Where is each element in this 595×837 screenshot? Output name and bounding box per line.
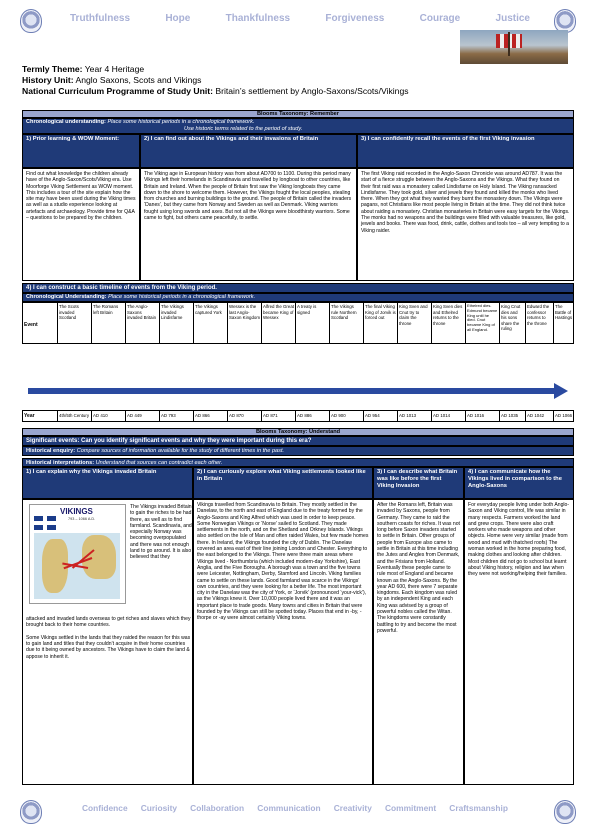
s2-col2-body: Vikings travelled from Scandinavia to Britain. They mostly settled in the Danelaw, to the north and east of England due to the treaty formed by the Anglo-Saxons and King Alfred which was used in order to keep peace. Some Norwegian Vikings or ‘Norse’ sailed to Scotland. They made settlements in the north, and on the Shetland and Orkney Islands. Vikings also settled on the Isle of Man and often raided Wales, but few made homes there. In Ireland, the Vikings founded the city of Dublin. The Danelaw covered an area east of their line joining London and Chester. Everything to the east belonged to the Vikings. There were three main areas where Vikings lived - Northumbria (which included modern-day Yorkshire), East Anglia, and the Five Boroughs. A borough was a town and the five towns were Leicester, Nottingham, Derby, Stamford and Lincoln. Viking families came to settle on these lands. Good farmland was scarce in the Vikings’ own countries, and they were looking for a better life. The most important city in the Danelaw was the city of York, or ‘Jorvik’ (pronounced ‘your-vick’), as the Vikings knew it. Over 10,000 people lived there and it was an important place to trade goods. Many towns and cities in Britain that were founded by the Vikings can still be spotted today. Places that end in -by, -thorpe or -ay were almost certainly Viking towns. xyxy=(193,499,373,785)
year-row-label: Year xyxy=(24,413,35,419)
s1-col3-header: 3) I can confidently recall the events of the first Viking invasion xyxy=(357,134,574,168)
value-label: Curiosity xyxy=(140,803,178,813)
timeline-event: The final Viking King of Jorvik is forced out xyxy=(363,303,397,344)
timeline-arrow-head-icon xyxy=(554,383,568,399)
timeline-event: The Vikings captured York xyxy=(193,303,227,344)
s1-col3-body: The first Viking raid recorded in the Anglo-Saxon Chronicle was around AD787. It was the start of a fierce struggle between the Anglo-Saxons and the Vikings. What they found on their first raid was a monastery called Lindisfarne on Holy Island. The Viking ransacked Lindisfarne. They took gold, silver and jewels they found and killed the monks who lived there. When they got what they wanted they burnt the monastery down. The Vikings were pagans, not Christians like most people living in Britain at the time. They did not think twice about raiding a monastery. Christian monasteries in Britain were easy targets for the Vikings. The monks had no weapons and the buildings were filled with valuable treasures, like gold, jewels and books. There was food, drink, cattle, clothes and tools too – all very tempting to a Viking raider. xyxy=(357,168,574,281)
timeline-year: AD 410 xyxy=(91,411,125,421)
timeline-year: AD 1014 xyxy=(431,411,465,421)
value-label: Communication xyxy=(257,803,321,813)
timeline-event: Alfred the Great became King of Wessex xyxy=(261,303,295,344)
value-label: Truthfulness xyxy=(70,13,131,24)
timeline-year: AD 449 xyxy=(125,411,159,421)
s2-col2-header: 2) I can curiously explore what Viking settlements looked like in Britain xyxy=(193,467,373,499)
timeline-title-bar: 4) I can construct a basic timeline of events from the Viking period. xyxy=(22,283,574,293)
value-label: Forgiveness xyxy=(325,13,385,24)
timeline-events-row xyxy=(22,302,574,344)
national-curriculum: National Curriculum Programme of Study Unit: Britain’s settlement by Anglo-Saxons/Scots/Vikings xyxy=(22,86,409,96)
history-unit: History Unit: Anglo Saxons, Scots and Vikings xyxy=(22,75,202,85)
timeline-event: The Romans left Britain xyxy=(91,303,125,344)
value-label: Collaboration xyxy=(190,803,245,813)
timeline-year: AD 1066 xyxy=(553,411,574,421)
s2-col4-header: 4) I can communicate how the Vikings lived in comparison to the Anglo-Saxons xyxy=(464,467,574,499)
viking-invasion-map-image xyxy=(29,504,126,604)
school-crest-icon xyxy=(554,800,576,824)
timeline-year: AD 1035 xyxy=(499,411,525,421)
timeline-year: AD 1016 xyxy=(465,411,499,421)
timeline-event: The Vikings invaded Lindisfarne xyxy=(159,303,193,344)
timeline-year: AD 900 xyxy=(329,411,363,421)
footer-values xyxy=(82,803,508,813)
col1-body-text: attacked and invaded lands overseas to get riches and slaves which they brought back to their home countries. Some Vikings settled in the lands that they raided the reason for this was to gain land and titles that they couldn’t acquire in their home countries due to it being owned by ancestors. The Vikings have to claim the land & appose to inherit it. xyxy=(26,616,191,660)
col1-side-text: The Vikings invaded Britain to gain the riches to be had there, as well as to find farmland. Scandinavia, and especially Norway was becoming overpopulated and there was not enough land to go around. It is also believed that they xyxy=(130,504,192,561)
value-label: Hope xyxy=(165,13,191,24)
timeline-event: The Scots invaded Scotland xyxy=(57,303,91,344)
norway-flag-icon xyxy=(34,516,56,530)
timeline-year: AD 866 xyxy=(193,411,227,421)
viking-longship-image xyxy=(460,30,568,64)
map-title: VIKINGS xyxy=(60,507,93,516)
blooms-understand-bar: Blooms Taxonomy: Understand xyxy=(22,428,574,436)
school-crest-icon xyxy=(20,800,42,824)
blooms-remember-bar: Blooms Taxonomy: Remember xyxy=(22,110,574,118)
value-label: Creativity xyxy=(333,803,372,813)
timeline-years-row xyxy=(22,410,574,422)
s2-col4-body: For everyday people living under both Anglo-Saxon and Viking control, life was similar in many respects. Farmers worked the land and grew crops. There were also craft workers who made weapons and other objects. Home were very similar (made from wood and mud with thatched roofs) The woman worked in the home preparing food, making clothes and looking after children. Most children did not go to school but learnt about Viking history, religion and law when they were not working/helping their families. xyxy=(464,499,574,785)
termly-theme: Termly Theme: Year 4 Heritage xyxy=(22,64,145,74)
timeline-year: 4th/5th Century xyxy=(57,411,91,421)
timeline-event: The Battle of Hastings xyxy=(553,303,574,344)
value-label: Craftsmanship xyxy=(449,803,508,813)
s1-col1-body: Find out what knowledge the children already have of the Anglo-Saxon/Scots/Viking era. Use Moorforge Viking Settlement as WOW moment. This includes a tour of the site explain how the site may have been used during the Viking times as well as a studio experience looking at artefacts and archaeology. Provide time for Q&A – questions to be prepared by the children. xyxy=(22,168,140,281)
value-label: Thankfulness xyxy=(225,13,291,24)
s2-col1-header: 1) I can explain why the Vikings invaded Britain xyxy=(22,467,193,499)
s1-col1-header: 1) Prior learning & WOW Moment: xyxy=(22,134,140,168)
s2-col3-body: After the Romans left, Britain was invaded by Saxons, people from Germany. They came to raid the southern coasts for riches. It was not long before Saxon invaders started to settle in Britain. Other groups of people from Europe also came to settle in Britain at this time including the Jutes and Angles from Denmark, and the Frisians from Holland. Eventually these people came to rule most of England and became known as the Anglo-Saxons. By the year AD 600, there were 7 separate kingdoms. Each kingdom was ruled by an independent King and each King was advised by a group of powerful nobles called the Witan. The kingdoms were constantly battling to try and become the most powerful. xyxy=(373,499,464,785)
timeline-event: Ethelred dies. Edmund became King until he died. Cnut became King of all England. xyxy=(465,303,499,344)
timeline-event: King Cnut dies and his sons share the ruling xyxy=(499,303,525,344)
value-label: Courage xyxy=(419,13,461,24)
value-label: Justice xyxy=(495,13,530,24)
timeline-event: The Anglo-Saxons invaded Britain xyxy=(125,303,159,344)
map-dates: 793 – 1066 A.D. xyxy=(68,517,96,521)
timeline-event: Wessex is the last Anglo-Saxon Kingdom xyxy=(227,303,261,344)
timeline-event: King Sven dies and Ethelred returns to the throne xyxy=(431,303,465,344)
timeline-arrow xyxy=(28,388,556,394)
s1-col2-body: The Viking age in European history was from about AD700 to 1100. During this period many Vikings left their homelands in Scandinavia and travelled by longboat to other countries, like Britain and Ireland. When the people of Britain first saw the Viking longboats they came down to the shore to welcome them. However, the Vikings fought the local peoples, stealing from churches and burning buildings to the ground. The people of Britain called the invaders ‘Danes’, but they came from Norway and Sweden as well as Denmark. Viking warriors fought using long swords and axes. But not all the Vikings were bloodthirsty warriors. Some came to fight, but others came peacefully, to settle. xyxy=(140,168,357,281)
timeline-year: AD 886 xyxy=(295,411,329,421)
timeline-year: AD 1013 xyxy=(397,411,431,421)
header-values xyxy=(70,13,530,24)
timeline-year: AD 870 xyxy=(227,411,261,421)
timeline-event: A treaty is signed xyxy=(295,303,329,344)
chrono-understanding-bar: Chronological understanding: Place some historical periods in a chronological framework. Use historic terms related to the period of study. xyxy=(22,118,574,134)
timeline-event: King Sven and Cnut try to claim the throne xyxy=(397,303,431,344)
significant-events-bar: Significant events: Can you identify significant events and why they were important during this era? xyxy=(22,436,574,446)
value-label: Confidence xyxy=(82,803,128,813)
school-crest-icon xyxy=(20,9,42,33)
timeline-year: AD 871 xyxy=(261,411,295,421)
timeline-year: AD 954 xyxy=(363,411,397,421)
timeline-event: Edward the confessor returns to the throne xyxy=(525,303,553,344)
value-label: Commitment xyxy=(384,803,437,813)
timeline-event: The Vikings rule Northern Scotland xyxy=(329,303,363,344)
s1-col2-header: 2) I can find out about the Vikings and their invasions of Britain xyxy=(140,134,357,168)
unit-topics xyxy=(22,64,409,97)
historical-interpretations-bar: Historical interpretations: Understand that sources can contradict each other. xyxy=(22,458,574,467)
timeline-chrono-bar: Chronological Understanding: Place some historical periods in a chronological framework. xyxy=(22,293,574,302)
s2-col3-header: 3) I can describe what Britain was like before the first Viking Invasion xyxy=(373,467,464,499)
timeline-year: AD 1042 xyxy=(525,411,553,421)
historical-enquiry-bar: Historical enquiry: Compare sources of information available for the study of different times in the past. xyxy=(22,446,574,456)
event-row-label: Event xyxy=(24,322,38,328)
timeline-year: AD 793 xyxy=(159,411,193,421)
